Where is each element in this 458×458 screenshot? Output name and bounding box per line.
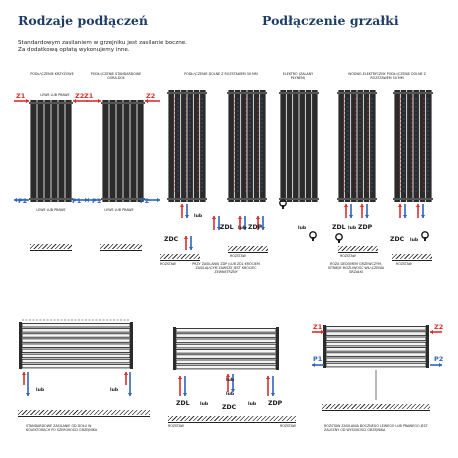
radiator-tube [176,365,276,369]
label-lub-7: lub [110,388,119,393]
label-z2-c: Z2 [434,323,444,331]
return-arrow-icon-head [183,393,187,396]
radiator-collector [130,322,133,369]
label-z2-a: Z2 [75,92,85,100]
radiator-tube [22,329,130,333]
label-lub-4: lub [348,226,357,231]
wall-mount-icon [322,404,430,409]
label-zdc-2: ZDC [390,236,405,243]
caption-elektro: ELEKTRO (ZALANY PŁYNEM) [282,72,314,80]
caption-lewe-prawe-top: LEWE LUB PRAWE [40,93,70,97]
label-rozstaw-1: ROZSTAW [160,262,176,266]
intro-line-1: Standardowym zasilaniem w grzejniku jest zasilanie boczne. [18,40,187,46]
radiator-tube [22,339,130,343]
supply-arrow-icon-head [430,330,433,334]
supply-arrow-icon-head [178,376,182,379]
radiator-tube [326,332,426,336]
radiator-tube [326,348,426,352]
label-p2-a: P2 [18,197,28,205]
label-p2-b: P2 [140,197,150,205]
radiator-collector [276,327,279,370]
label-p1-b: P1 [92,197,102,205]
radiator-collector [426,325,429,368]
supply-arrow-icon-head [124,372,128,375]
radiator-tube [176,360,276,364]
label-zdl-3: ZDL [176,400,190,407]
caption-wodno: WODNO-ELEKTRYCZNY PODŁĄCZENIE DOLNE Z ROZSTAWEM 50 MM [348,72,426,80]
caption-przy-zasilaniu: PRZY ZASILANIU ZDP (LUB ZDL KROCIEM ZASILAJĄCYM ZAWSZE JEST KRÓCIEC ZEWNĘTRZNY [192,262,260,274]
return-arrow-icon-head [439,363,442,367]
wall-mount-icon [18,410,150,415]
wall-mount-icon [168,416,296,421]
supply-arrow-icon-head [226,374,230,377]
return-arrow-icon-head [312,363,315,367]
radiator-tube [22,354,130,358]
radiator-horizontal-icon [323,325,429,368]
label-z2-b: Z2 [146,92,156,100]
label-rozstaw-4: ROZSTAW [396,262,412,266]
label-zdl-2: ZDL [332,224,346,231]
radiator-tube [22,334,130,338]
label-lub-6: lub [36,388,45,393]
radiator-tube [176,334,276,338]
caption-dolne: PODŁĄCZENIE DOLNE Z ROZSTAWEM 50 MM [184,72,258,76]
radiator-collector [173,327,176,370]
radiator-tube [22,344,130,348]
radiator-horizontal-icon [19,322,133,369]
label-rozstaw-6: ROZSTAW [280,424,296,428]
radiator-tube [326,337,426,341]
label-lub-11: lub [248,402,257,407]
radiator-tube [326,358,426,362]
radiator-tube [176,329,276,333]
supply-arrow-icon-head [266,376,270,379]
radiator-tube [22,359,130,363]
caption-lewe-prawe-bottom-1: LEWE LUB PRAWE [36,208,66,212]
label-zdc-1: ZDC [164,236,179,243]
radiator-tube [176,344,276,348]
label-z1-c: Z1 [313,323,323,331]
radiator-tube [176,339,276,343]
label-lub-9: lub [226,392,235,397]
label-zdp-2: ZDP [358,224,373,231]
label-z1-a: Z1 [16,92,26,100]
label-zdp-1: ZDP [248,224,263,231]
radiator-tube [176,355,276,359]
wall-line [18,416,150,417]
wall-line [168,422,296,423]
label-zdp-3: ZDP [268,400,283,407]
heading-heater-connection: Podłączenie grzałki [262,13,399,28]
wall-line [322,410,430,411]
label-lub-3: lub [298,226,307,231]
radiator-tube [326,327,426,331]
radiator-tube [326,363,426,367]
label-lub-2: lub [238,226,247,231]
radiator-tube [176,350,276,354]
label-lub-1: lub [194,214,203,219]
heading-connection-types: Rodzaje podłączeń [18,13,148,28]
caption-roza: RÓŻA DEDOMEM GRZEWCZYM, ISTNIEJE MOŻLIWOŚĆ WŁĄCZENIA GRZAŁKI [327,262,385,274]
return-arrow-icon-head [271,393,275,396]
label-p2-c: P2 [434,355,444,363]
label-p1-a: P1 [72,197,82,205]
radiator-tube [22,349,130,353]
radiator-collector [19,322,22,369]
radiator-tube [22,324,130,328]
label-zdl-1: ZDL [220,224,234,231]
caption-rozstaw: ROZSTAW ZASILANIA BOCZNEGO LEWEGO LUB PRAWEGO JEST ZALEŻNY OD WYSOKOŚCI GRZEJNIKA [324,424,428,432]
label-rozstaw-5: ROZSTAW [168,424,184,428]
label-rozstaw-3: ROZSTAW [340,254,356,258]
label-lub-10: lub [200,402,209,407]
radiator-horizontal-icon [173,327,279,370]
label-p1-c: P1 [313,355,323,363]
label-zdc-3: ZDC [222,404,237,411]
label-lub-8: lub [226,378,235,383]
caption-krzyzowe: PODŁĄCZENIE KRZYŻOWE [30,72,74,76]
label-lub-5: lub [410,238,419,243]
label-z1-b: Z1 [84,92,94,100]
caption-standardowe: PODŁĄCZENIE STANDARDOWE GÓRA-DÓŁ [90,72,142,80]
caption-lewe-prawe-bottom-2: LEWE LUB PRAWE [104,208,134,212]
label-rozstaw-2: ROZSTAW [230,254,246,258]
radiator-tube [326,342,426,346]
supply-arrow-icon-head [22,372,26,375]
radiator-tube [22,364,130,368]
return-arrow-icon-head [128,393,132,396]
return-arrow-icon-head [26,393,30,396]
radiator-tube [326,353,426,357]
caption-standardowe-od-dolu: STANDARDOWE ZASILANIE OD DOŁU W KOLEKTORACH PO SZEROKOŚCI GRZEJNIKA [26,424,98,432]
intro-line-2: Za dodatkową opłatą wykonujemy inne. [18,47,130,53]
